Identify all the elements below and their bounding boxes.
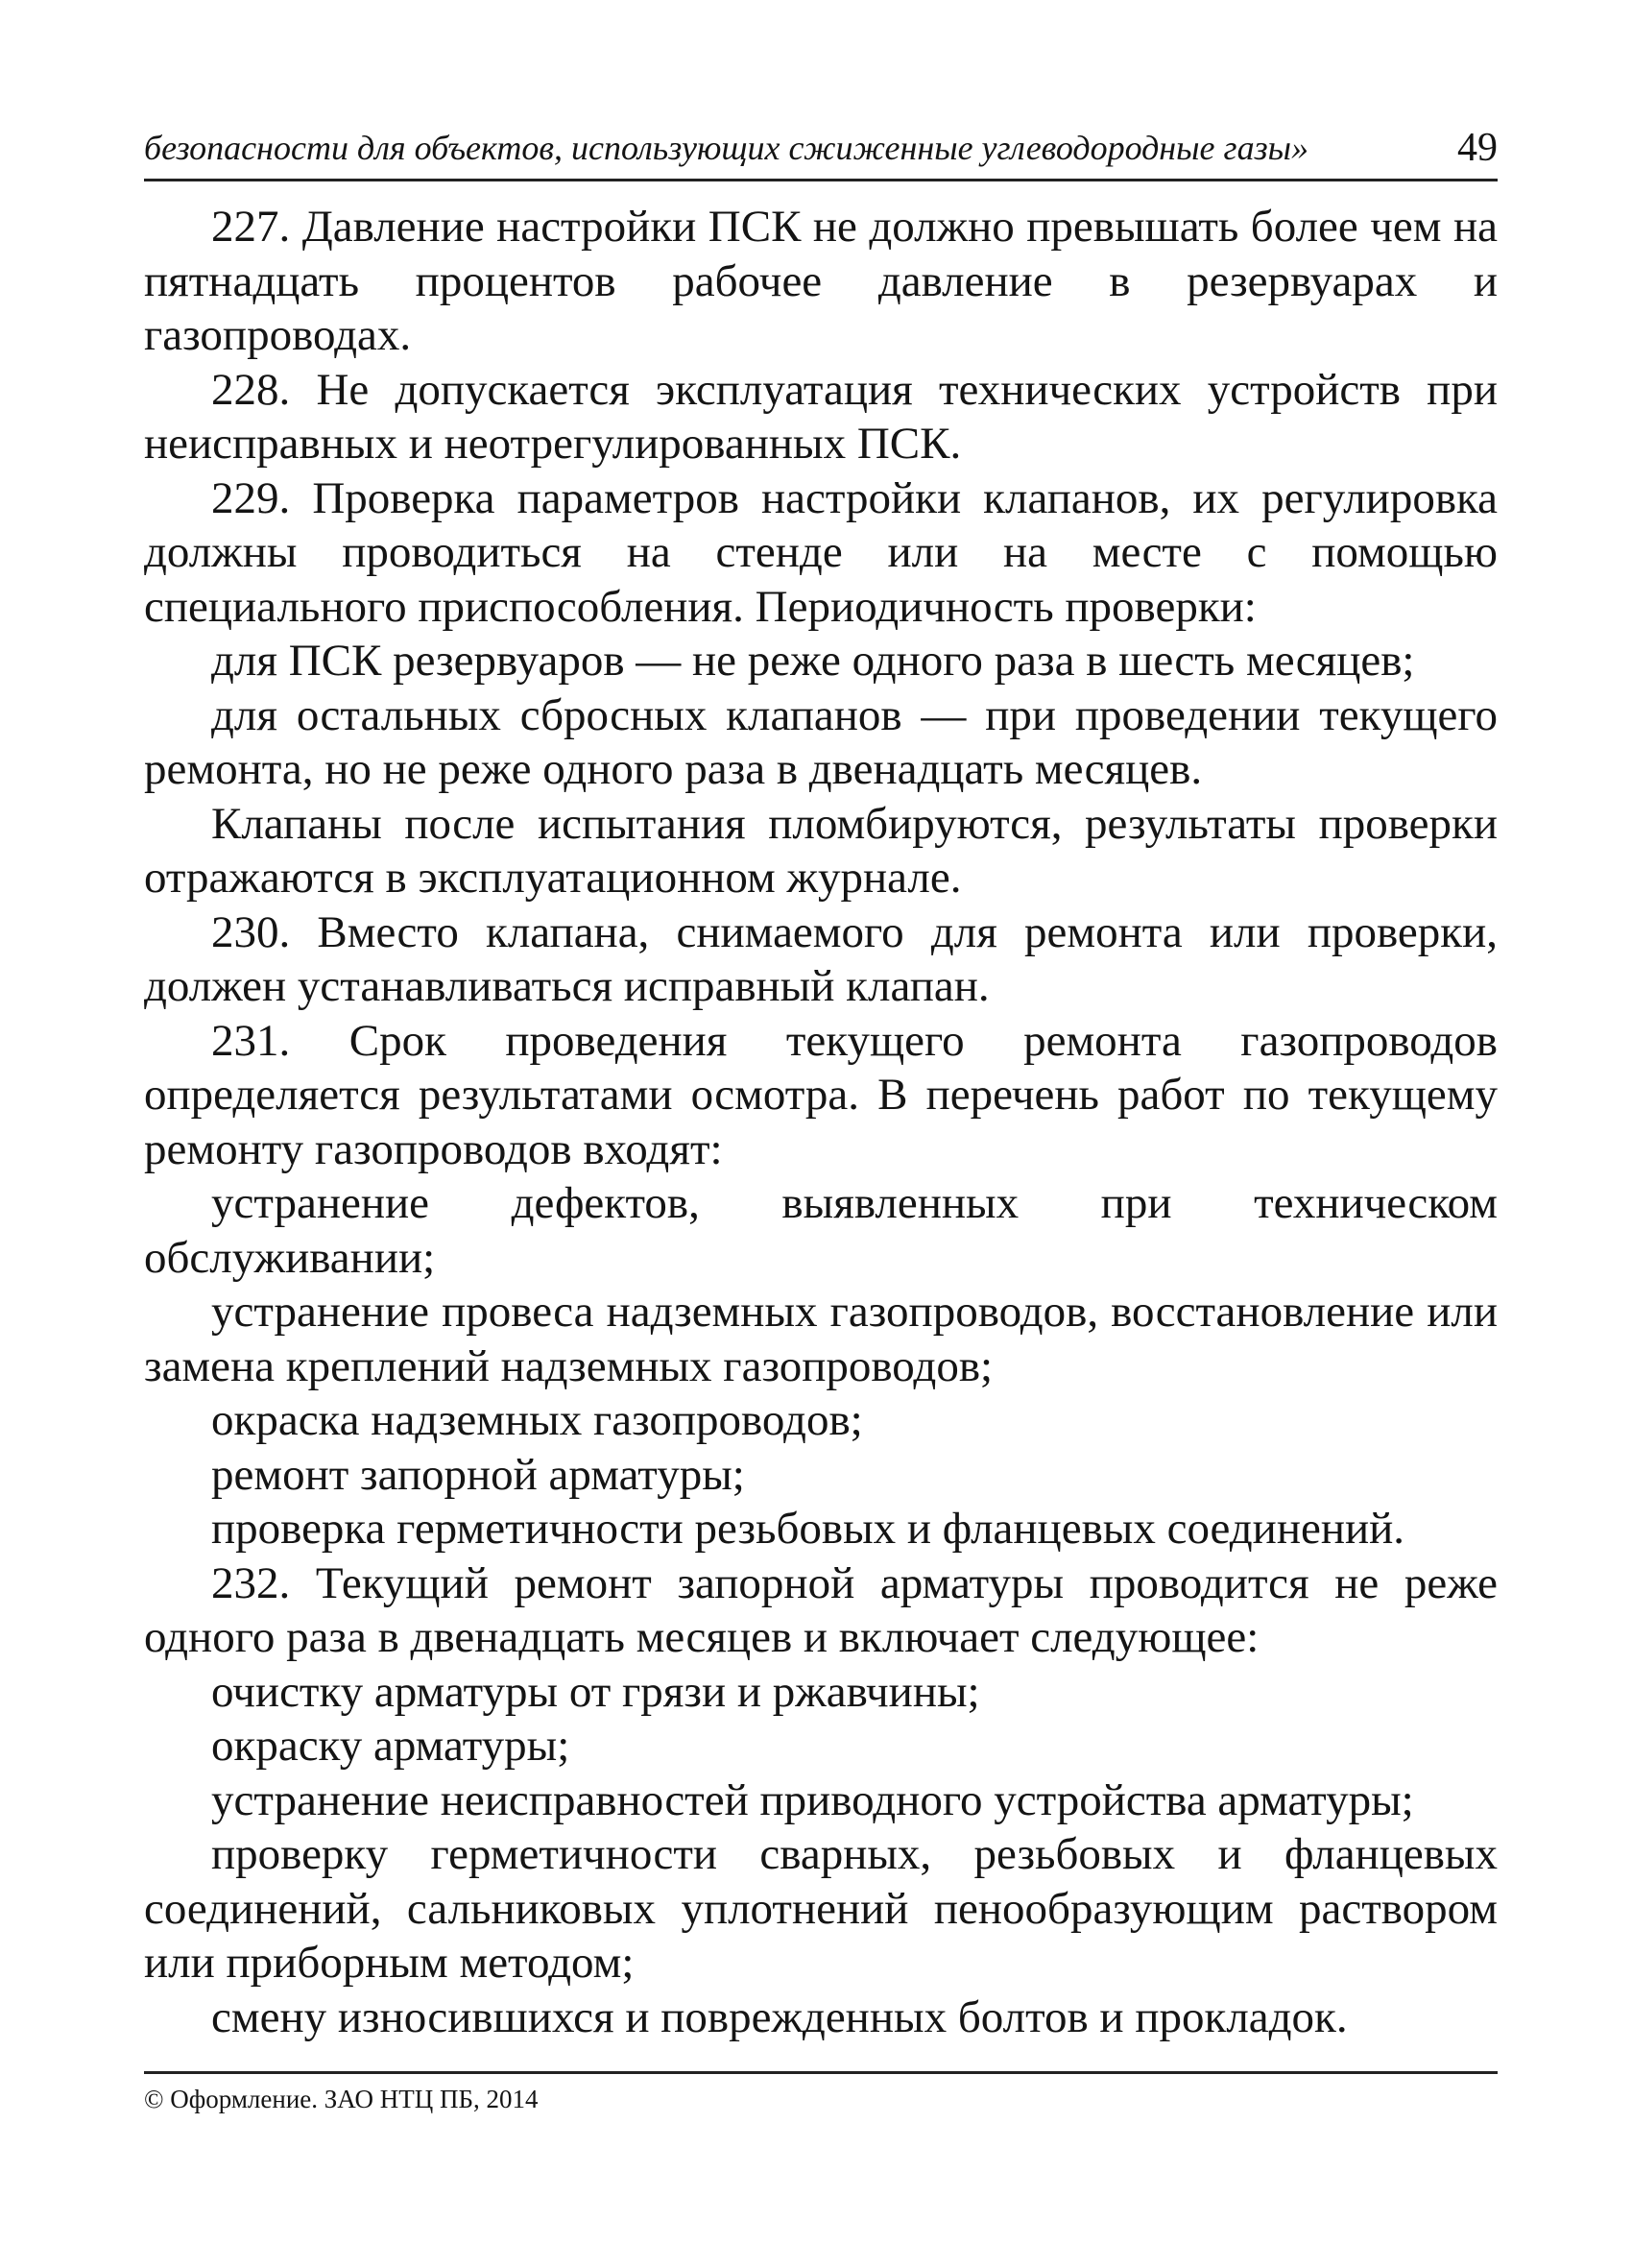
page-number: 49 <box>1457 126 1498 170</box>
list-item: для ПСК резервуаров — не реже одного раза в шесть месяцев; <box>211 636 1415 686</box>
list-item: проверку герметичности сварных, резьбовых и фланцевых соединений, сальниковых уплотнений пенообразующим раствором или приборным методом; <box>144 1829 1498 1988</box>
header-divider <box>144 179 1498 181</box>
list-item: устранение дефектов, выявленных при техническом обслуживании; <box>144 1178 1498 1283</box>
list-item: устранение провеса надземных газопроводов, восстановление или замена креплений надземных газопроводов; <box>144 1287 1498 1391</box>
paragraph-231: 231. Срок проведения текущего ремонта газопроводов определяется результатами осмотра. В перечень работ по текущему ремонту газопроводов входят: <box>144 1015 1498 1174</box>
paragraph-228: 228. Не допускается эксплуатация технических устройств при неисправных и неотрегулированных ПСК. <box>144 364 1498 469</box>
paragraph-232: 232. Текущий ремонт запорной арматуры проводится не реже одного раза в двенадцать месяцев и включает следующее: <box>144 1557 1498 1662</box>
list-item: окраску арматуры; <box>211 1721 570 1771</box>
paragraph-229: 229. Проверка параметров настройки клапанов, их регулировка должны проводиться на стенде или на месте с помощью специального приспособления. Периодичность проверки: <box>144 472 1498 632</box>
paragraph-227: 227. Давление настройки ПСК не должно превышать более чем на пятнадцать процентов рабочее давление в резервуарах и газопроводах. <box>144 202 1498 360</box>
paragraph-seal-note: Клапаны после испытания пломбируются, результаты проверки отражаются в эксплуатационном журнале. <box>144 798 1498 903</box>
list-item: для остальных сбросных клапанов — при проведении текущего ремонта, но не реже одного раза в двенадцать месяцев. <box>144 689 1498 794</box>
list-item: ремонт запорной арматуры; <box>211 1449 745 1500</box>
running-title: безопасности для объектов, использующих сжиженные углеводородные газы» <box>144 129 1308 167</box>
list-item: смену износившихся и поврежденных болтов и прокладок. <box>211 1991 1348 2042</box>
list-item: устранение неисправностей приводного устройства арматуры; <box>211 1774 1414 1825</box>
footer-divider <box>144 2071 1498 2074</box>
paragraph-230: 230. Вместо клапана, снимаемого для ремонта или проверки, должен устанавливаться исправный клапан. <box>144 906 1498 1011</box>
page-header <box>144 123 1498 173</box>
document-body <box>144 200 1498 2044</box>
list-item: проверка герметичности резьбовых и фланцевых соединений. <box>211 1504 1405 1554</box>
list-item: окраска надземных газопроводов; <box>211 1395 863 1445</box>
list-item: очистку арматуры от грязи и ржавчины; <box>211 1666 980 1717</box>
footer-copyright: © Оформление. ЗАО НТЦ ПБ, 2014 <box>144 2085 539 2113</box>
